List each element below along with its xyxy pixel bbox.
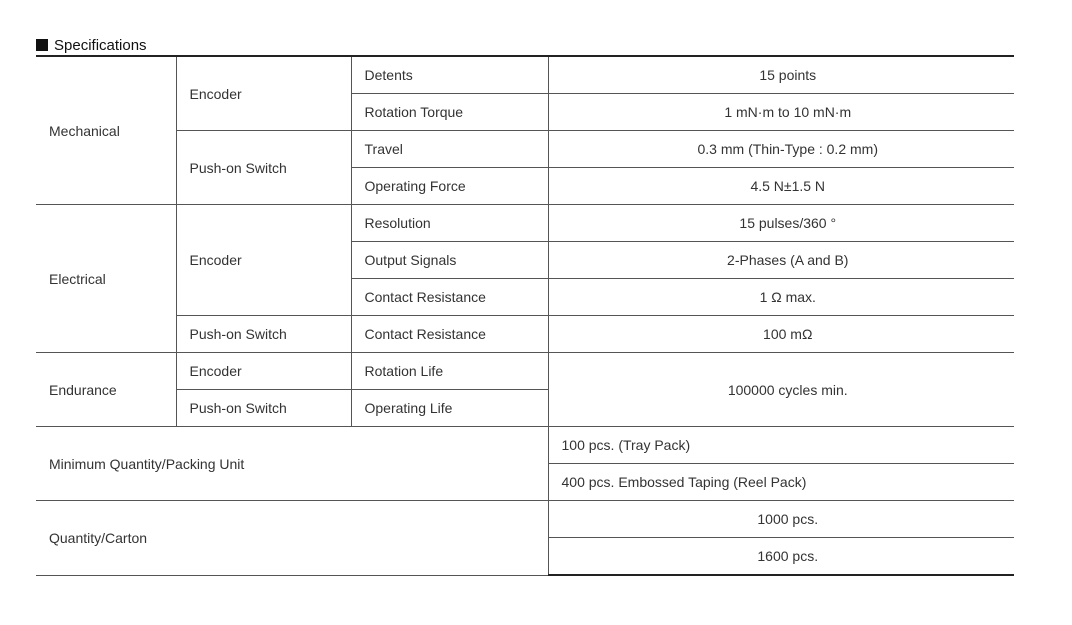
- component-cell: Encoder: [176, 56, 351, 131]
- category-cell: Quantity/Carton: [36, 501, 548, 576]
- table-row: [36, 56, 1014, 94]
- component-cell: Push-on Switch: [176, 316, 351, 353]
- value-cell: 100000 cycles min.: [548, 353, 1014, 427]
- component-cell: Encoder: [176, 353, 351, 390]
- item-cell: Rotation Torque: [351, 94, 548, 131]
- value-cell: 0.3 mm (Thin-Type : 0.2 mm): [548, 131, 1014, 168]
- item-cell: Operating Force: [351, 168, 548, 205]
- value-cell: 15 points: [548, 56, 1014, 94]
- category-cell: Endurance: [36, 353, 176, 427]
- value-cell: 1 mN·m to 10 mN·m: [548, 94, 1014, 131]
- value-cell: 1600 pcs.: [548, 538, 1014, 576]
- section-heading: [36, 35, 147, 55]
- item-cell: Resolution: [351, 205, 548, 242]
- component-cell: Push-on Switch: [176, 390, 351, 427]
- item-cell: Contact Resistance: [351, 316, 548, 353]
- item-cell: Operating Life: [351, 390, 548, 427]
- item-cell: Output Signals: [351, 242, 548, 279]
- item-cell: Detents: [351, 56, 548, 94]
- value-cell: 1000 pcs.: [548, 501, 1014, 538]
- item-cell: Travel: [351, 131, 548, 168]
- category-cell: Electrical: [36, 205, 176, 353]
- component-cell: Push-on Switch: [176, 131, 351, 205]
- table-row: [36, 316, 1014, 353]
- component-cell: Encoder: [176, 205, 351, 316]
- value-cell: 100 pcs. (Tray Pack): [548, 427, 1014, 464]
- table-row: [36, 131, 1014, 168]
- section-title: Specifications: [54, 36, 147, 54]
- value-cell: 4.5 N±1.5 N: [548, 168, 1014, 205]
- table-row: [36, 205, 1014, 242]
- table-row: [36, 353, 1014, 390]
- category-cell: Mechanical: [36, 56, 176, 205]
- value-cell: 400 pcs. Embossed Taping (Reel Pack): [548, 464, 1014, 501]
- table-row: [36, 501, 1014, 538]
- item-cell: Rotation Life: [351, 353, 548, 390]
- table-row: [36, 427, 1014, 464]
- value-cell: 2-Phases (A and B): [548, 242, 1014, 279]
- item-cell: Contact Resistance: [351, 279, 548, 316]
- value-cell: 100 mΩ: [548, 316, 1014, 353]
- value-cell: 1 Ω max.: [548, 279, 1014, 316]
- specifications-table: [36, 55, 1014, 576]
- square-bullet-icon: [36, 39, 48, 51]
- category-cell: Minimum Quantity/Packing Unit: [36, 427, 548, 501]
- value-cell: 15 pulses/360 °: [548, 205, 1014, 242]
